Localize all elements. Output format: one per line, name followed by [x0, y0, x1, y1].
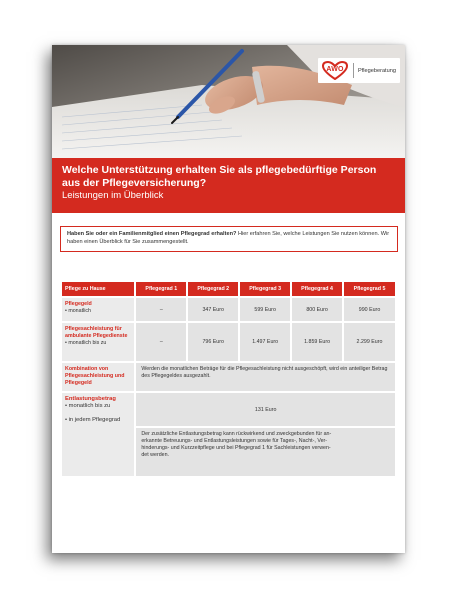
logo-brand: AWO	[326, 66, 344, 73]
column-header: Pflegegrad 2	[188, 282, 238, 296]
row-label: Pflegegeld	[65, 301, 92, 307]
table-row-entlastungsbetrag	[62, 393, 395, 426]
row-label-cell	[62, 298, 134, 321]
heart-icon	[322, 61, 348, 80]
table-cell: –	[136, 323, 186, 361]
table-cell: 599 Euro	[240, 298, 290, 321]
table-cell-amount: 131 Euro	[136, 393, 395, 426]
benefits-table	[60, 280, 397, 478]
row-label: Pflegesachleistung für ambulante Pflegedienste	[65, 326, 128, 339]
table-cell: 1.497 Euro	[240, 323, 290, 361]
flyer-page	[52, 45, 405, 553]
column-header: Pflegegrad 5	[344, 282, 395, 296]
awo-logo	[318, 58, 400, 83]
table-row-pflegesachleistung	[62, 323, 395, 361]
table-cell: 1.859 Euro	[292, 323, 342, 361]
column-header: Pflegegrad 1	[136, 282, 186, 296]
table-cell-note: Der zusätzliche Entlastungsbetrag kann rückwirkend und zweckgebunden für an- erkannte Betreuungs- und Entlastungsleistungen sowie für Tages-, Nacht-, Ver- hinderungs- und Kurzzeitpflege und bei Pflegegrad 1 für Sachleistungen verwen- det werden.	[136, 428, 395, 476]
table-row-pflegegeld	[62, 298, 395, 321]
table-cell: 2.299 Euro	[344, 323, 395, 361]
table-cell: 990 Euro	[344, 298, 395, 321]
row-label: Entlastungsbetrag	[65, 396, 116, 402]
column-header: Pflegegrad 3	[240, 282, 290, 296]
intro-text: Hier erfahren Sie, welche Leistungen Sie nutzen können. Wir haben einen Überblick für Sie zusammengestellt.	[67, 231, 390, 245]
column-header: Pflege zu Hause	[62, 282, 134, 296]
row-note: • monatlich bis zu	[65, 403, 111, 410]
title-banner	[52, 158, 405, 213]
logo-divider	[353, 63, 354, 78]
table-header-row	[62, 282, 395, 296]
table-row-kombination	[62, 363, 395, 391]
header-photo	[52, 45, 405, 158]
row-note: • monatlich	[65, 307, 91, 314]
table-cell: 796 Euro	[188, 323, 238, 361]
table-cell: 800 Euro	[292, 298, 342, 321]
row-note: • in jedem Pflegegrad	[65, 416, 121, 423]
row-note: • monatlich bis zu	[65, 339, 107, 346]
table-cell: 347 Euro	[188, 298, 238, 321]
logo-label: Pflegeberatung	[358, 67, 396, 74]
row-label-cell	[62, 323, 134, 361]
column-header: Pflegegrad 4	[292, 282, 342, 296]
row-label-cell	[62, 363, 134, 391]
row-label: Kombination von Pflegesachleistung und Pflegegeld	[65, 366, 125, 386]
table-cell-note: Werden die monatlichen Beträge für die Pflegesachleistung nicht ausgeschöpft, wird ein anteiliger Betrag des Pflegegeldes ausgezahlt.	[136, 363, 395, 391]
page-title: Welche Unterstützung erhalten Sie als pflegebedürftige Person aus der Pflegeversicherung?	[62, 164, 377, 189]
intro-lead: Haben Sie oder ein Familienmitglied einen Pflegegrad erhalten?	[67, 231, 237, 237]
row-label-cell	[62, 393, 134, 476]
table-cell: –	[136, 298, 186, 321]
page-subtitle: Leistungen im Überblick	[62, 190, 164, 201]
intro-box	[60, 226, 398, 252]
